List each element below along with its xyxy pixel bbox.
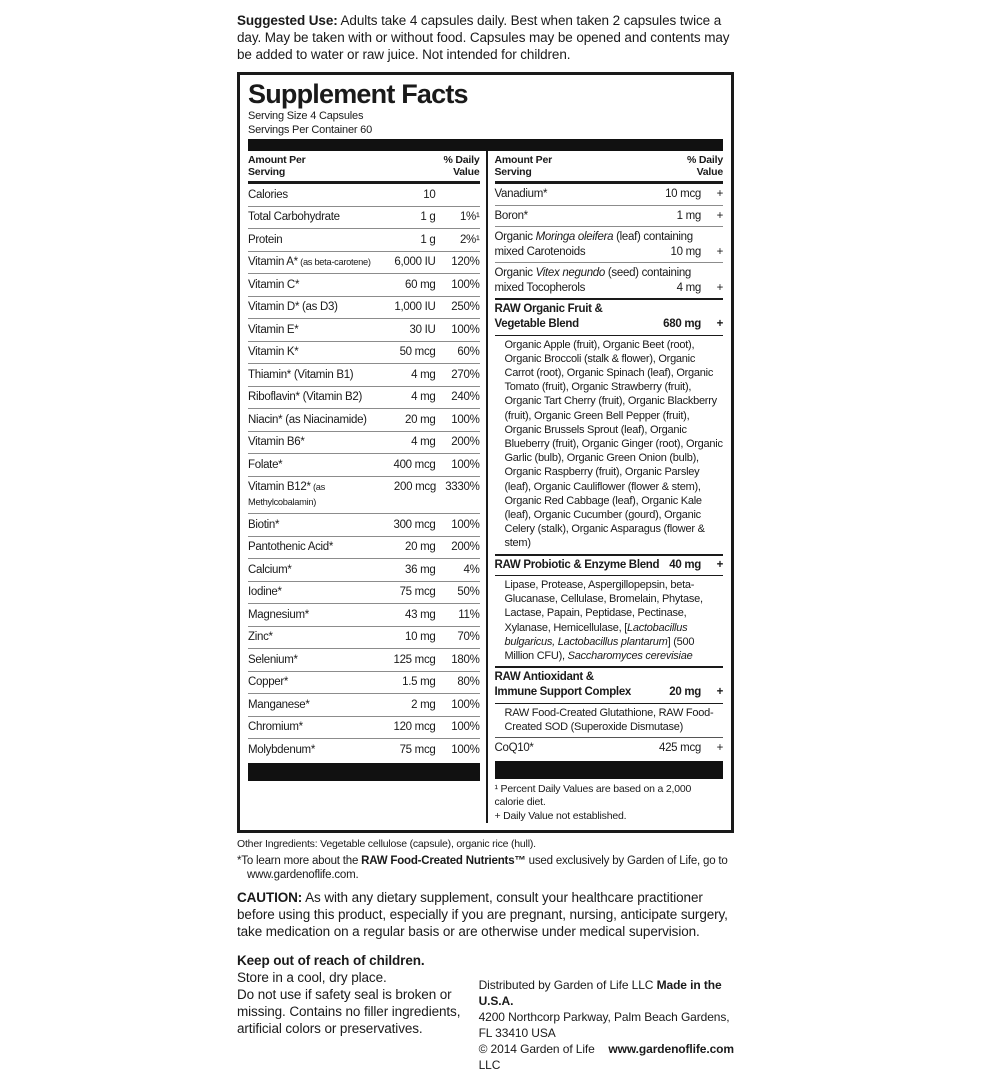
nutrient-name: Molybdenum* [248, 743, 316, 756]
distributor-line1: Distributed by Garden of Life LLC Made in the U.S.A. [478, 978, 722, 1009]
nutrient-dv: 100% [451, 721, 480, 733]
label-page [237, 12, 734, 1073]
facts-columns [248, 151, 723, 823]
table-row [248, 431, 480, 454]
nutrient-name: Biotin* [248, 518, 280, 531]
table-row [248, 558, 480, 581]
nutrient-amount: 4 mg [676, 281, 701, 294]
nutrient-name: Chromium* [248, 721, 303, 733]
nutrient-dv: 11% [458, 608, 480, 621]
distributor-line3 [479, 1041, 734, 1073]
suggested-use [237, 12, 734, 63]
table-row [495, 245, 724, 260]
table-row [495, 558, 724, 573]
nutrient-dv: 180% [451, 653, 480, 666]
nutrient-name: RAW Probiotic & Enzyme Blend [494, 558, 660, 571]
table-row [248, 671, 480, 694]
nutrient-name: Vitamin C* [248, 278, 300, 291]
table-row [248, 648, 480, 671]
nutrient-dv: + [716, 245, 723, 258]
left-column-rows [248, 184, 480, 761]
nutrient-amount: 36 mg [405, 563, 436, 576]
learn-more-url: www.gardenoflife.com. [247, 869, 359, 882]
nutrient-dv: + [716, 686, 723, 699]
nutrient-dv: + [716, 281, 723, 294]
divider-bar-right-bottom [495, 761, 724, 779]
nutrient-name: Selenium* [248, 653, 298, 666]
nutrient-dv: 100% [451, 458, 480, 471]
blend-header [495, 300, 724, 336]
nutrient-amount: 1,000 IU [394, 301, 436, 313]
right-column-header [495, 151, 724, 184]
other-ingredients-text: Vegetable cellulose (capsule), organic rice (hull). [320, 838, 536, 851]
nutrient-name: Boron* [494, 209, 528, 222]
table-row [248, 363, 480, 386]
nutrient-name: Vitamin A* (as beta-carotene) [248, 256, 371, 268]
nutrient-dv: + [716, 318, 723, 330]
footnote-not-established: + Daily Value not established. [494, 809, 627, 822]
nutrient-dv: 2%¹ [459, 233, 480, 246]
nutrient-amount: 1 g [420, 211, 436, 223]
nutrient-name: Zinc* [248, 631, 273, 643]
divider-bar-top [248, 139, 723, 151]
table-row [248, 453, 480, 476]
nutrient-dv: 100% [451, 518, 480, 531]
serving-size: Serving Size 4 Capsules [248, 110, 364, 122]
nutrient-amount: 4 mg [411, 368, 436, 381]
suggested-use-text: Adults take 4 capsules daily. Best when taken 2 capsules twice a day. May be taken with or without food. Capsules may be opened and contents may be added to water or raw juice. Not intended for children. [237, 13, 730, 62]
nutrient-name: Vegetable Blend [494, 318, 579, 330]
distributor-block [471, 952, 734, 1073]
table-row [248, 228, 480, 251]
nutrient-amount: 50 mcg [399, 346, 436, 358]
nutrient-name: Pantothenic Acid* [248, 541, 334, 553]
table-row [248, 318, 480, 341]
nutrient-name: mixed Carotenoids [494, 245, 586, 258]
table-row [248, 581, 480, 604]
nutrient-dv: 100% [451, 743, 480, 756]
table-row [248, 206, 480, 229]
nutrient-name: Calories [248, 188, 288, 201]
table-row [248, 536, 480, 559]
nutrient-dv: 100% [451, 278, 480, 291]
blend-header [495, 668, 724, 704]
table-row [248, 513, 480, 536]
nutrient-amount: 400 mcg [393, 458, 436, 471]
nutrient-name: Total Carbohydrate [248, 211, 340, 223]
nutrient-dv: + [716, 742, 723, 755]
daily-value-heading: % Daily Value [443, 154, 480, 178]
nutrient-name: Folate* [248, 458, 283, 471]
nutrient-amount: 10 mg [670, 245, 701, 258]
blend-name-line1: RAW Organic Fruit & [494, 303, 603, 315]
nutrient-dv: + [716, 209, 723, 222]
nutrient-dv: + [716, 558, 723, 571]
nutrient-dv: 60% [457, 346, 480, 358]
nutrient-name: Immune Support Complex [494, 686, 632, 699]
nutrient-dv: 250% [451, 301, 480, 313]
nutrient-name: Calcium* [248, 563, 292, 576]
nutrient-name: Vitamin B6* [248, 436, 305, 448]
other-ingredients-label: Other Ingredients: [237, 838, 318, 851]
table-row [495, 205, 724, 227]
table-row [248, 716, 480, 739]
nutrient-name: Niacin* (as Niacinamide) [248, 413, 367, 426]
nutrient-name: Protein [248, 233, 283, 246]
nutrient-name: Iodine* [248, 586, 282, 598]
nutrient-amount: 20 mg [669, 686, 701, 699]
table-row [495, 317, 724, 332]
nutrient-amount: 10 mcg [665, 188, 701, 200]
table-row [248, 738, 480, 761]
nutrient-amount: 200 mcg [393, 481, 436, 493]
blend-section [495, 298, 724, 554]
nutrient-dv: 1%¹ [459, 211, 480, 223]
nutrient-name: Vitamin B12* (as Methylcobalamin) [248, 481, 325, 507]
nutrient-name: Organic Vitex negundo (seed) containing [494, 266, 692, 279]
nutrient-amount: 20 mg [405, 413, 436, 426]
table-row [495, 281, 724, 296]
nutrient-dv: + [716, 188, 723, 200]
nutrient-dv: 270% [451, 368, 480, 381]
right-column-rows [495, 184, 724, 759]
nutrient-amount: 1 mg [676, 209, 701, 222]
divider-bar-left-bottom [248, 763, 480, 781]
nutrient-name: Thiamin* (Vitamin B1) [248, 368, 354, 381]
made-in-usa: Made in the U.S.A. [478, 978, 722, 1009]
nutrient-name: Magnesium* [248, 608, 309, 621]
blend-ingredients: Lipase, Protease, Aspergillopepsin, beta-Glucanase, Cellulase, Bromelain, Phytase, Lactase, Papain, Peptidase, Pectinase, Xylanase, Hemicellulase, [Lactobacillus bulgaricus, Lactobacillus plantarum] (500 Million CFU), Saccharomyces cerevisiae [504, 579, 703, 663]
nutrient-amount: 2 mg [411, 698, 436, 711]
left-column [248, 151, 486, 781]
nutrient-dv: 100% [451, 413, 480, 426]
safety-seal-line: Do not use if safety seal is broken or missing. Contains no filler ingredients, artificial colors or preservatives. [237, 987, 461, 1037]
other-ingredients [237, 838, 734, 851]
table-row [248, 341, 480, 364]
table-row [495, 184, 724, 205]
table-row [248, 184, 480, 206]
nutrient-name: Vitamin D* (as D3) [248, 301, 338, 313]
nutrient-name: mixed Tocopherols [494, 281, 586, 294]
nutrient-dv: 120% [451, 256, 480, 268]
table-row [248, 386, 480, 409]
footnotes [495, 779, 724, 824]
nutrient-dv: 100% [451, 323, 480, 336]
nutrient-amount: 75 mcg [399, 743, 436, 756]
table-row [495, 685, 724, 700]
learn-more-note: *To learn more about the RAW Food-Created Nutrients™ used exclusively by Garden of Life, go to www.gardenoflife.com. [237, 855, 728, 882]
suggested-use-label: Suggested Use: [237, 13, 338, 28]
table-row [495, 737, 724, 759]
nutrient-dv: 70% [457, 631, 480, 643]
nutrient-amount: 1 g [420, 233, 436, 246]
nutrient-name: Riboflavin* (Vitamin B2) [248, 391, 363, 403]
servings-per-container: Servings Per Container 60 [248, 123, 373, 136]
nutrient-amount: 425 mcg [658, 742, 701, 755]
blend-name-line1: RAW Antioxidant & [494, 671, 594, 684]
table-row [495, 226, 724, 262]
caution-text: As with any dietary supplement, consult your healthcare practitioner before using this product, especially if you are pregnant, nursing, anticipate surgery, take medication on a regular basis or are otherwise under medical supervision. [237, 890, 728, 940]
distributor-address: 4200 Northcorp Parkway, Palm Beach Gardens, FL 33410 USA [478, 1010, 730, 1041]
right-column [486, 151, 724, 823]
nutrient-amount: 40 mg [669, 558, 701, 571]
nutrient-name: Vitamin K* [248, 346, 299, 358]
footnote-daily-values: ¹ Percent Daily Values are based on a 2,000 calorie diet. [494, 782, 692, 809]
blend-section [495, 666, 724, 737]
nutrient-dv: 3330% [445, 481, 480, 493]
table-row [495, 262, 724, 298]
blend-section [495, 554, 724, 667]
nutrient-name: CoQ10* [494, 742, 534, 755]
nutrient-dv: 200% [451, 541, 480, 553]
storage-block [237, 952, 471, 1073]
blend-ingredients: RAW Food-Created Glutathione, RAW Food-Created SOD (Superoxide Dismutase) [504, 706, 714, 733]
table-row [248, 273, 480, 296]
nutrient-name: Vitamin E* [248, 323, 299, 336]
nutrient-amount: 125 mcg [393, 653, 436, 666]
nutrient-amount: 4 mg [411, 436, 436, 448]
nutrient-dv: 50% [457, 586, 480, 598]
nutrient-amount: 120 mcg [393, 721, 436, 733]
raw-nutrients-trademark: RAW Food-Created Nutrients™ [361, 855, 526, 868]
blend-header [495, 556, 724, 577]
nutrient-dv: 240% [451, 391, 480, 403]
nutrient-dv: 200% [451, 436, 480, 448]
nutrient-detail: (as Methylcobalamin) [248, 482, 325, 507]
table-row [248, 693, 480, 716]
nutrient-dv: 100% [451, 698, 480, 711]
keep-out-of-reach-line: Keep out of reach of children. [237, 953, 425, 969]
panel-title: Supplement Facts [248, 79, 468, 109]
nutrient-name: Vanadium* [494, 188, 548, 200]
table-row [248, 408, 480, 431]
copyright-text: © 2014 Garden of Life LLC [478, 1042, 595, 1073]
nutrient-amount: 10 [423, 188, 436, 201]
supplement-facts-panel [237, 72, 734, 833]
daily-value-heading: % Daily Value [687, 154, 723, 178]
nutrient-amount: 30 IU [409, 323, 436, 336]
nutrient-amount: 10 mg [405, 631, 436, 643]
nutrient-amount: 60 mg [405, 278, 436, 291]
blend-ingredients: Organic Apple (fruit), Organic Beet (root), Organic Broccoli (stalk & flower), Organic Carrot (root), Organic Spinach (leaf), Organic Tomato (fruit), Organic Strawberry (fruit), Organic Tart Cherry (fruit), Organic Blackberry (fruit), Organic Green Bell Pepper (fruit), Organic Brussels Sprout (leaf), Organic Blueberry (fruit), Organic Ginger (root), Organic Garlic (bulb), Organic Green Onion (bulb), Organic Raspberry (fruit), Organic Parsley (leaf), Organic Cauliflower (flower & stem), Organic Red Cabbage (leaf), Organic Kale (leaf), Organic Cucumber (gourd), Organic Celery (stalk), Organic Asparagus (flower & stem) [504, 338, 723, 550]
store-cool-dry-line: Store in a cool, dry place. [237, 970, 387, 986]
nutrient-detail: (as beta-carotene) [297, 257, 371, 267]
nutrient-amount: 43 mg [405, 608, 436, 621]
bottom-blocks [237, 952, 734, 1073]
table-row [248, 476, 480, 514]
nutrient-amount: 680 mg [663, 318, 701, 330]
nutrient-name: Copper* [248, 676, 289, 688]
nutrient-name: Manganese* [248, 698, 310, 711]
nutrient-amount: 75 mcg [399, 586, 436, 598]
table-row [248, 296, 480, 319]
nutrient-dv: 4% [463, 563, 480, 576]
nutrient-amount: 20 mg [405, 541, 436, 553]
nutrient-amount: 300 mcg [393, 518, 436, 531]
caution-label: CAUTION: [237, 890, 303, 906]
nutrient-name: Organic Moringa oleifera (leaf) containing [494, 230, 693, 243]
table-row [248, 251, 480, 274]
left-column-header [248, 151, 480, 184]
nutrient-amount: 6,000 IU [394, 256, 436, 268]
amount-per-serving-heading: Amount Per Serving [248, 154, 306, 178]
amount-per-serving-heading: Amount Per Serving [494, 154, 553, 178]
nutrient-amount: 1.5 mg [402, 676, 436, 688]
caution-note [237, 889, 734, 940]
website-url: www.gardenoflife.com [608, 1042, 734, 1057]
table-row [248, 626, 480, 649]
nutrient-dv: 80% [457, 676, 480, 688]
nutrient-amount: 4 mg [411, 391, 436, 403]
table-row [248, 603, 480, 626]
